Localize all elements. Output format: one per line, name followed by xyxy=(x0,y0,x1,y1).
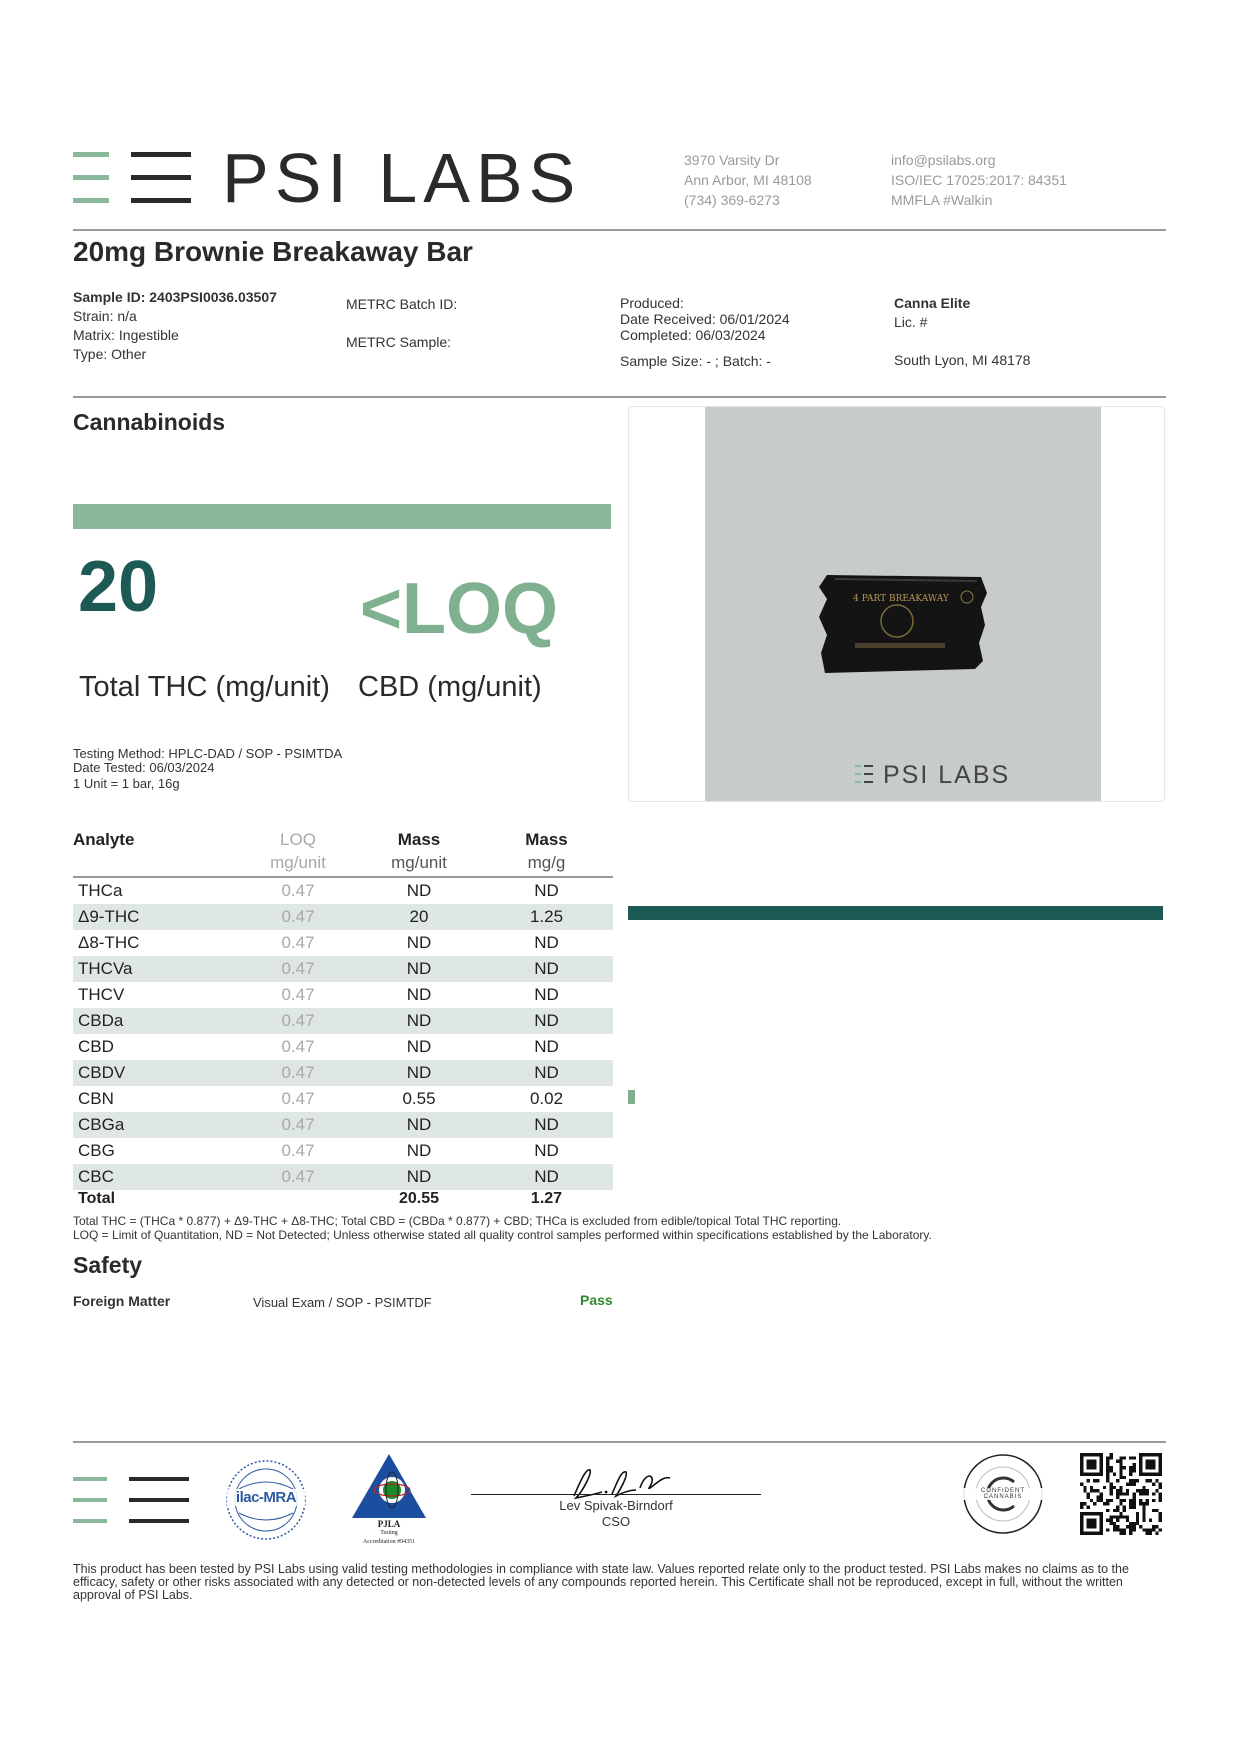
pjla-seal xyxy=(350,1452,428,1548)
table-row: CBGa 0.47 ND ND xyxy=(73,1112,613,1138)
cannabinoids-title: Cannabinoids xyxy=(73,409,226,435)
ilac-label: ilac-MRA xyxy=(227,1489,305,1506)
table-header: Analyte LOQ Mass Mass xyxy=(73,830,568,849)
confident-cannabis-label: CONFIDENT CANNABIS xyxy=(962,1488,1044,1500)
brownie-package-image xyxy=(705,407,1101,801)
table-row: THCa 0.47 ND ND xyxy=(78,881,559,900)
photo-watermark-text: PSI LABS xyxy=(883,761,1011,789)
psi-footer-logo-mark xyxy=(73,1477,189,1523)
signer-role: CSO xyxy=(601,1514,631,1529)
safety-result: Pass xyxy=(580,1292,613,1308)
lab-address: 3970 Varsity Dr Ann Arbor, MI 48108 (734) 369-6273 xyxy=(684,152,812,208)
client-info: Canna Elite Lic. # South Lyon, MI 48178 xyxy=(894,295,1031,368)
table-row: CBD 0.47 ND ND xyxy=(78,1037,559,1056)
disclaimer-text: This product has been tested by PSI Labs using valid testing methodologies in compliance with state law. Values reported relate only to the product tested. PSI Labs makes no claims as to the efficacy, safety or other risks associated with any detected or non-detected levels of any compounds reported herein. This Certificate shall not be reproduced, except in full, without the written approval of PSI Labs. xyxy=(73,1562,1129,1602)
product-photo xyxy=(705,407,1101,801)
info-divider xyxy=(73,396,1166,398)
testing-method-info: Testing Method: HPLC-DAD / SOP - PSIMTDA Date Tested: 06/03/2024 1 Unit = 1 bar, 16g xyxy=(73,746,343,791)
photo-watermark-logo xyxy=(855,765,873,783)
metrc-info: METRC Batch ID: METRC Sample: xyxy=(346,296,458,350)
lab-email[interactable]: info@psilabs.org xyxy=(891,152,996,168)
signer-name: Lev Spivak-Birndorf xyxy=(559,1498,673,1513)
psi-logo-mark xyxy=(73,152,191,204)
footer-divider xyxy=(73,1441,1166,1443)
summary-bar xyxy=(73,504,611,529)
ilac-mra-seal xyxy=(225,1459,307,1541)
bar-delta9-thc xyxy=(628,906,1163,920)
analyte-table xyxy=(73,830,613,1208)
dates-info: Produced: Date Received: 06/01/2024 Completed: 06/03/2024 Sample Size: - ; Batch: - xyxy=(620,295,790,369)
table-row: CBG 0.47 ND ND xyxy=(78,1141,559,1160)
confident-cannabis-seal xyxy=(962,1453,1044,1535)
pjla-triangle-icon xyxy=(350,1452,428,1522)
header-divider xyxy=(73,229,1166,231)
total-thc-label: Total THC (mg/unit) xyxy=(79,671,330,703)
bar-cbn xyxy=(628,1090,1163,1104)
signature-line xyxy=(471,1494,761,1495)
cbd-value: <LOQ xyxy=(360,569,559,649)
qr-code-icon[interactable] xyxy=(1080,1453,1162,1535)
pjla-text: PJLA Testing Accreditation #94351 xyxy=(362,1519,416,1545)
table-footnotes: Total THC = (THCa * 0.877) + Δ9-THC + Δ8-THC; Total CBD = (CBDa * 0.877) + CBD; THCa is excluded from edible/topical Total THC reporting. LOQ = Limit of Quantitation, ND = Not Detected; Unless otherwise stated all quality control samples performed within specifications established by the Laboratory. xyxy=(73,1214,932,1242)
product-photo-frame xyxy=(628,406,1165,802)
lab-contact: info@psilabs.org ISO/IEC 17025:2017: 84351 MMFLA #Walkin xyxy=(891,152,1067,208)
total-thc-value: 20 xyxy=(78,547,159,627)
sample-info: Sample ID: 2403PSI0036.03507 Strain: n/a Matrix: Ingestible Type: Other xyxy=(73,289,277,362)
product-title: 20mg Brownie Breakaway Bar xyxy=(73,236,473,267)
table-row: Δ8-THC 0.47 ND ND xyxy=(78,933,559,952)
safety-test-name: Foreign Matter xyxy=(73,1293,171,1309)
cbd-label: CBD (mg/unit) xyxy=(358,671,542,703)
table-total-row: Total 20.55 1.27 xyxy=(78,1190,563,1207)
svg-text:4 PART BREAKAWAY: 4 PART BREAKAWAY xyxy=(853,594,949,604)
table-row: CBN 0.47 0.55 0.02 xyxy=(78,1089,564,1108)
table-row: CBDV 0.47 ND ND xyxy=(73,1060,613,1086)
table-row: CBC 0.47 ND ND xyxy=(73,1164,613,1190)
safety-method: Visual Exam / SOP - PSIMTDF xyxy=(253,1295,432,1310)
brand-name: PSI LABS xyxy=(222,139,582,217)
table-units-row: mg/unit mg/unit mg/g xyxy=(73,850,613,877)
safety-title: Safety xyxy=(73,1252,143,1278)
table-row: Δ9-THC 0.47 20 1.25 xyxy=(73,904,613,930)
table-row: CBDa 0.47 ND ND xyxy=(73,1008,613,1034)
table-row: THCV 0.47 ND ND xyxy=(78,985,559,1004)
table-row: THCVa 0.47 ND ND xyxy=(73,956,613,982)
